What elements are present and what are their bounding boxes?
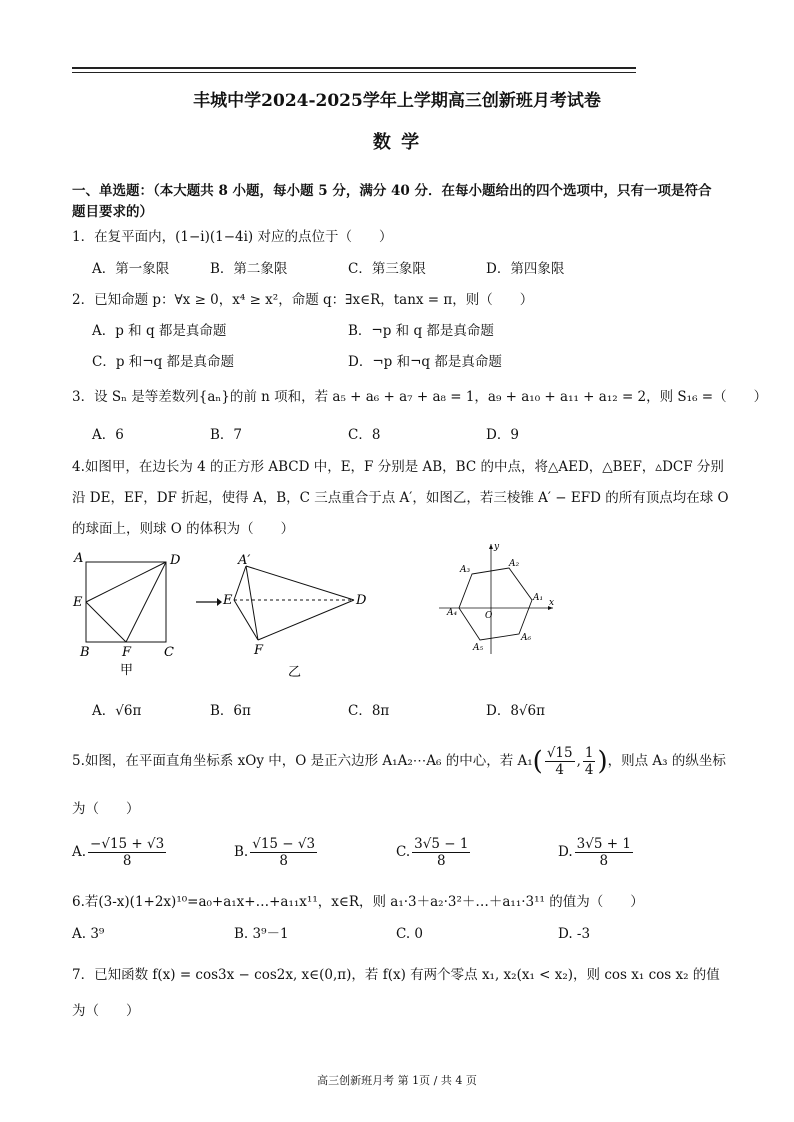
- q5-option-c: [396, 836, 472, 869]
- figure-yi: [222, 550, 372, 682]
- label-c: C: [164, 645, 174, 660]
- q7-line1: 7．已知函数 f(x) = cos3x − cos2x, x∈(0,π)，若 f(x) 有两个零点 x₁, x₂(x₁ < x₂)，则 cos x₁ cos x₂ 的值: [72, 967, 720, 983]
- segment-f-d: [258, 600, 354, 640]
- q5-stem-part1: 5.如图，在平面直角坐标系 xOy 中，O 是正六边形 A₁A₂⋯A₆ 的中心，若 A₁: [72, 753, 533, 769]
- figure-hexagon: [435, 540, 560, 658]
- q5-option-c-den: 8: [436, 853, 446, 869]
- q5-option-a-num: −√15 + √3: [90, 836, 165, 852]
- q5-option-a-den: 8: [122, 853, 132, 869]
- q5-option-d: [558, 836, 635, 869]
- q4-option-d: D．8√6π: [486, 703, 545, 719]
- arrow-icon: [195, 596, 223, 608]
- q5-frac-y-num: 1: [584, 745, 594, 761]
- label-a5: A₅: [473, 643, 484, 653]
- q2-option-a: A．p 和 q 都是真命题: [92, 323, 227, 339]
- q6-option-b: B. 3⁹－1: [234, 926, 289, 942]
- q5-stem-part2: ，则点 A₃ 的纵坐标: [607, 753, 726, 769]
- q5-option-a-label: A.: [72, 844, 87, 860]
- label-d: D: [356, 593, 367, 608]
- label-d: D: [170, 553, 181, 568]
- segment-fd: [126, 562, 166, 642]
- q1-option-c: C．第三象限: [348, 261, 426, 277]
- label-y: y: [494, 542, 500, 552]
- q4-option-b: B．6π: [210, 703, 251, 719]
- q5-option-c-label: C.: [396, 844, 411, 860]
- q4-option-a: A．√6π: [92, 703, 142, 719]
- q5-option-b-label: B.: [234, 844, 249, 860]
- subject-title: 数 学: [372, 132, 422, 153]
- q3-option-c: C．8: [348, 427, 381, 443]
- header-rule-thin: [72, 72, 636, 73]
- q5-option-d-label: D.: [558, 844, 573, 860]
- q5-line2: 为（ ）: [72, 801, 140, 817]
- q4-line2: 沿 DE，EF，DF 折起，使得 A，B，C 三点重合于点 A′，如图乙，若三棱锥 A′ − EFD 的所有顶点均在球 O: [72, 490, 729, 506]
- q5-option-d-den: 8: [599, 853, 609, 869]
- q2-stem: 2．已知命题 p：∀x ≥ 0，x⁴ ≥ x²，命题 q：∃x∈R，tanx = π，则（ ）: [72, 292, 534, 308]
- q2-option-d: D．¬p 和¬q 都是真命题: [348, 354, 502, 370]
- segment-ed: [86, 562, 166, 602]
- q3-option-d: D．9: [486, 427, 519, 443]
- segment-ef: [86, 602, 126, 642]
- label-f: F: [122, 645, 132, 660]
- exam-title: 丰城中学2024-2025学年上学期高三创新班月考试卷: [193, 91, 601, 111]
- q4-option-c: C．8π: [348, 703, 390, 719]
- label-e: E: [73, 595, 83, 610]
- q2-option-b: B．¬p 和 q 都是真命题: [348, 323, 494, 339]
- q6-stem: 6.若(3-x)(1+2x)¹⁰=a₀+a₁x+…+a₁₁x¹¹，x∈R，则 a₁·3＋a₂·3²＋…＋a₁₁·3¹¹ 的值为（ ）: [72, 894, 644, 910]
- q5-line1: 5.如图，在平面直角坐标系 xOy 中，O 是正六边形 A₁A₂⋯A₆ 的中心，若 A₁( $\frac{√15}{4}$ , $\frac{1}{4}$ )，则点 A₃ 的纵坐标: [72, 745, 726, 778]
- q5-frac-x: [545, 745, 575, 778]
- section-heading-line2: 题目要求的）: [72, 204, 153, 220]
- q5-frac-x-num: √15: [546, 745, 573, 761]
- caption-jia: 甲: [120, 663, 134, 678]
- q4-line1: 4.如图甲，在边长为 4 的正方形 ABCD 中，E，F 分别是 AB，BC 的中点，将△AED，△BEF，▵DCF 分别: [72, 459, 724, 475]
- segment-a-e: [234, 566, 246, 600]
- label-x: x: [549, 598, 555, 608]
- q6-option-c: C. 0: [396, 926, 424, 942]
- segment-a-f: [246, 566, 258, 640]
- q3-stem: 3．设 Sₙ 是等差数列{aₙ}的前 n 项和，若 a₅ + a₆ + a₇ + a₈ = 1，a₉ + a₁₀ + a₁₁ + a₁₂ = 2，则 S₁₆ =（ ）: [72, 389, 768, 405]
- q4-line3: 的球面上，则球 O 的体积为（ ）: [72, 521, 295, 537]
- q1-option-b: B．第二象限: [210, 261, 288, 277]
- q5-option-b: [234, 836, 319, 869]
- label-a6: A₆: [521, 633, 532, 643]
- label-a4: A₄: [447, 608, 458, 618]
- q6-option-d: D. -3: [558, 926, 591, 942]
- q2-option-c: C．p 和¬q 都是真命题: [92, 354, 235, 370]
- q5-option-d-num: 3√5 + 1: [576, 836, 631, 852]
- figure-jia: [70, 548, 190, 680]
- hexagon: [459, 568, 532, 640]
- q5-frac-x-den: 4: [555, 762, 564, 778]
- q5-option-b-num: √15 − √3: [252, 836, 316, 852]
- q6-option-a: A. 3⁹: [72, 926, 105, 942]
- label-f: F: [254, 643, 264, 658]
- q5-frac-y-den: 4: [584, 762, 594, 778]
- label-a-prime: A′: [238, 553, 251, 568]
- page-footer: 高三创新班月考 第 1页 / 共 4 页: [317, 1074, 477, 1087]
- q3-option-a: A．6: [92, 427, 124, 443]
- q5-option-c-num: 3√5 − 1: [414, 836, 469, 852]
- segment-a-d: [246, 566, 354, 600]
- q5-frac-y: [583, 745, 596, 778]
- q5-option-b-den: 8: [279, 853, 288, 869]
- label-a: A: [74, 551, 84, 566]
- q1-option-a: A．第一象限: [92, 261, 170, 277]
- q1-stem: 1．在复平面内，(1−i)(1−4i) 对应的点位于（ ）: [72, 229, 393, 245]
- label-o: O: [485, 611, 493, 621]
- q7-line2: 为（ ）: [72, 1003, 140, 1019]
- q5-option-a: [72, 836, 168, 869]
- label-a3-top: A₃: [460, 565, 471, 575]
- q3-option-b: B．7: [210, 427, 243, 443]
- square-abcd: [86, 562, 166, 642]
- caption-yi: 乙: [288, 665, 302, 680]
- label-b: B: [80, 645, 90, 660]
- header-rule-thick: [72, 67, 636, 69]
- section-heading-line1: 一、单选题：（本大题共 8 小题，每小题 5 分，满分 40 分．在每小题给出的四个选项中，只有一项是符合: [72, 183, 712, 199]
- label-e: E: [223, 593, 233, 608]
- label-a1: A₁: [533, 593, 544, 603]
- q1-option-d: D．第四象限: [486, 261, 565, 277]
- label-a2: A₂: [509, 559, 520, 569]
